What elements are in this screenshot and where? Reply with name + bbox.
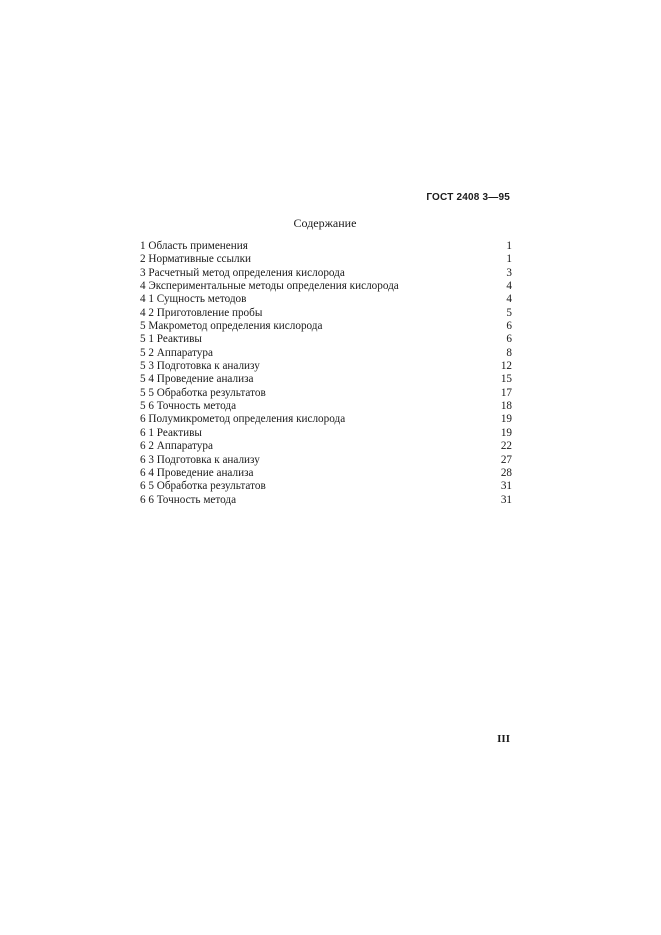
toc-entry-page: 12 xyxy=(500,360,512,373)
toc-entry-page: 1 xyxy=(506,253,512,266)
toc-entry-label: 6 2 Аппаратура xyxy=(140,440,213,453)
toc-entry-label: 5 4 Проведение анализа xyxy=(140,373,254,386)
toc-entry-page: 18 xyxy=(500,400,512,413)
toc-entry[interactable] xyxy=(140,373,512,386)
toc-entry-page: 6 xyxy=(506,320,512,333)
toc-entry[interactable] xyxy=(140,280,512,293)
toc-entry-page: 6 xyxy=(506,333,512,346)
toc-entry-label: 2 Нормативные ссылки xyxy=(140,253,252,266)
toc-entry-page: 22 xyxy=(500,440,512,453)
toc-entry-label: 6 3 Подготовка к анализу xyxy=(140,453,260,466)
toc-entry-label: 5 5 Обработка результатов xyxy=(140,386,266,399)
toc-entry-label: 4 1 Сущность методов xyxy=(140,293,247,306)
toc-entry-page: 4 xyxy=(506,293,512,306)
toc-entry-page: 15 xyxy=(500,373,512,386)
toc-entry[interactable] xyxy=(140,480,512,493)
toc-entry[interactable] xyxy=(140,400,512,413)
toc-entry-label: 6 5 Обработка результатов xyxy=(140,480,266,493)
toc-entry[interactable] xyxy=(140,333,512,346)
toc-entry[interactable] xyxy=(140,467,512,480)
toc-entry[interactable] xyxy=(140,253,512,266)
toc-entry-page: 17 xyxy=(500,386,512,399)
toc-entry[interactable] xyxy=(140,360,512,373)
toc-entry-page: 19 xyxy=(500,413,512,426)
toc-entry[interactable] xyxy=(140,387,512,400)
table-of-contents xyxy=(140,240,512,507)
toc-entry-page: 5 xyxy=(506,306,512,319)
toc-entry-label: 6 4 Проведение анализа xyxy=(140,466,254,479)
toc-entry[interactable] xyxy=(140,267,512,280)
toc-entry-label: 5 6 Точность метода xyxy=(140,400,237,413)
toc-entry-label: 3 Расчетный метод определения кислорода xyxy=(140,266,345,279)
toc-entry[interactable] xyxy=(140,240,512,253)
toc-entry[interactable] xyxy=(140,293,512,306)
toc-entry-label: 6 1 Реактивы xyxy=(140,426,202,439)
toc-entry-page: 19 xyxy=(500,426,512,439)
toc-entry[interactable] xyxy=(140,413,512,426)
toc-entry-label: 1 Область применения xyxy=(140,240,248,252)
toc-entry-label: 5 1 Реактивы xyxy=(140,333,202,346)
toc-entry-label: 5 Макрометод определения кислорода xyxy=(140,320,323,333)
toc-title: Содержание xyxy=(293,216,357,230)
toc-entry[interactable] xyxy=(140,307,512,320)
toc-entry[interactable] xyxy=(140,454,512,467)
toc-entry-label: 6 6 Точность метода xyxy=(140,493,237,506)
toc-entry-page: 27 xyxy=(500,453,512,466)
toc-entry-page: 31 xyxy=(500,480,512,493)
toc-entry-page: 8 xyxy=(506,346,512,359)
toc-entry-page: 4 xyxy=(506,280,512,293)
toc-entry[interactable] xyxy=(140,347,512,360)
toc-entry[interactable] xyxy=(140,440,512,453)
toc-entry-page: 28 xyxy=(500,466,512,479)
toc-entry-label: 6 Полумикрометод определения кислорода xyxy=(140,413,346,426)
toc-entry-label: 4 2 Приготовление пробы xyxy=(140,306,263,319)
toc-entry-label: 5 3 Подготовка к анализу xyxy=(140,360,260,373)
toc-entry-page: 3 xyxy=(506,266,512,279)
toc-entry[interactable] xyxy=(140,320,512,333)
page-number: III xyxy=(497,733,510,745)
document-code: ГОСТ 2408 3—95 xyxy=(426,192,510,203)
toc-entry[interactable] xyxy=(140,427,512,440)
toc-entry-page: 1 xyxy=(506,240,512,252)
toc-entry-label: 5 2 Аппаратура xyxy=(140,346,213,359)
toc-entry-label: 4 Экспериментальные методы определения кислорода xyxy=(140,280,399,293)
toc-entry-page: 31 xyxy=(500,493,512,506)
toc-entry[interactable] xyxy=(140,494,512,507)
